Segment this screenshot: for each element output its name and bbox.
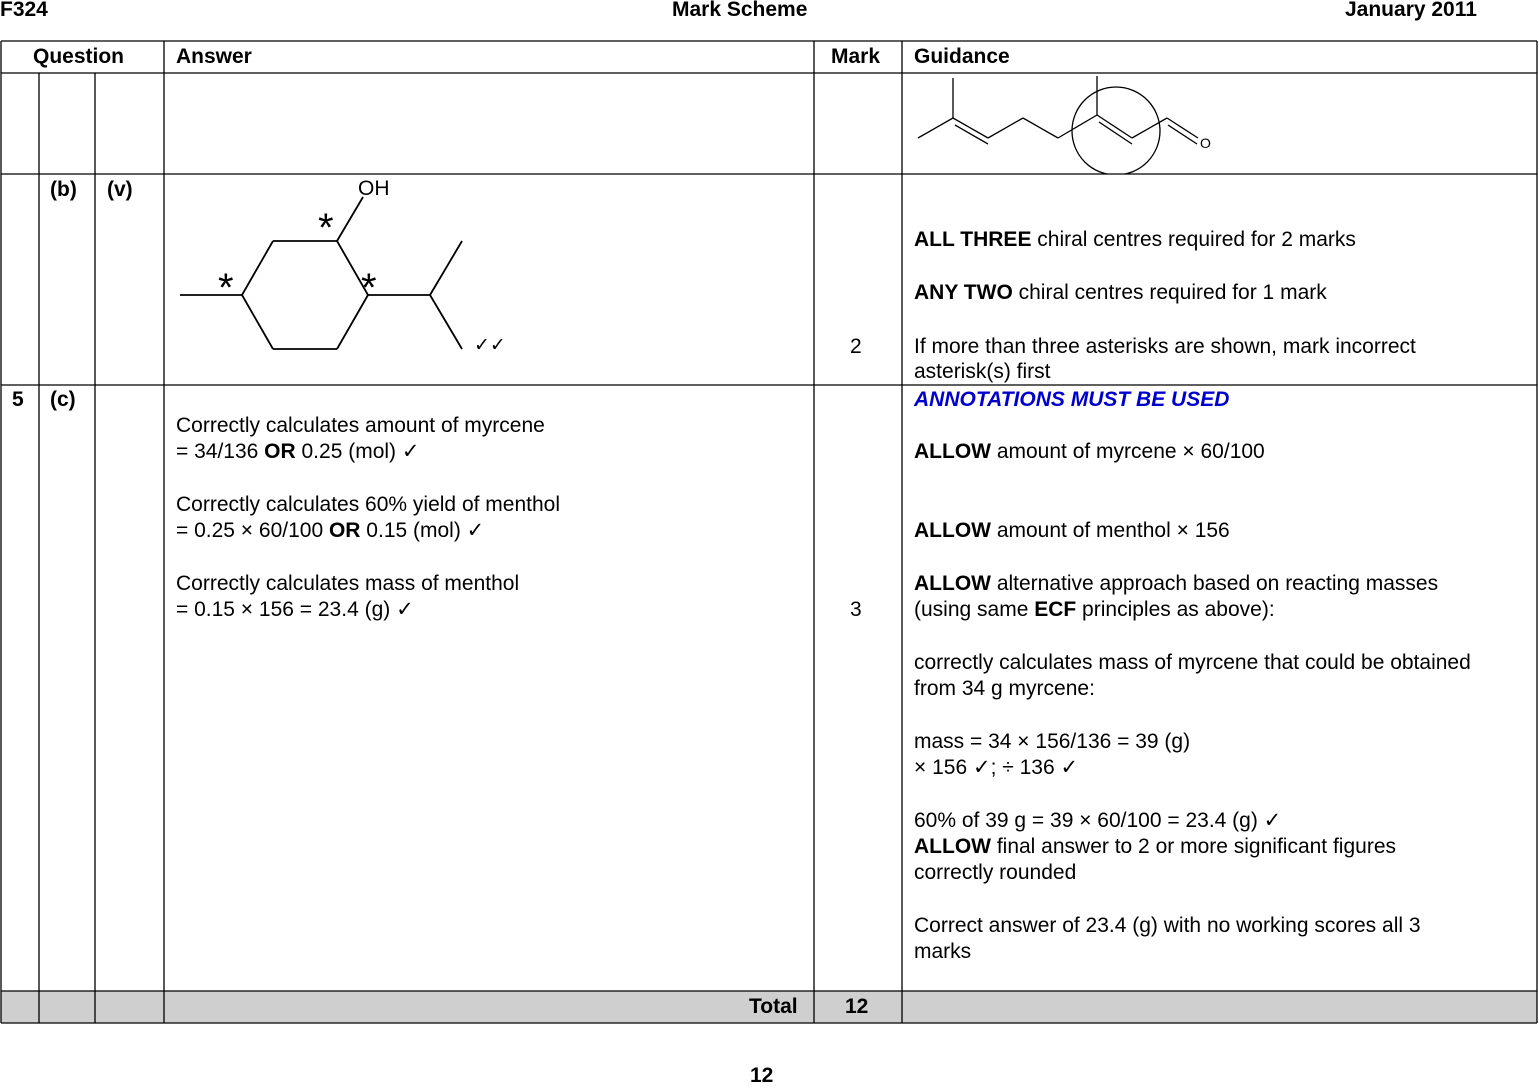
row-c-mark: 3 — [850, 598, 862, 621]
chiral-asterisk-1: * — [318, 206, 334, 250]
guidance-line-12: Correct answer of 23.4 (g) with no working scores all 3 — [914, 914, 1421, 937]
guidance-line-11: correctly rounded — [914, 861, 1077, 884]
row-b-part: (b) — [50, 178, 77, 201]
guidance-line-13: marks — [914, 940, 972, 963]
row-b-mark: 2 — [850, 335, 862, 358]
row-b-subpart: (v) — [107, 178, 133, 201]
guidance-line-8: × 156 ✓; ÷ 136 ✓ — [914, 756, 1079, 779]
guidance-line-9: 60% of 39 g = 39 × 60/100 = 23.4 (g) ✓ — [914, 809, 1282, 832]
doc-code: F324 — [0, 0, 48, 21]
answer-line-4: = 0.25 × 60/100 OR 0.15 (mol) ✓ — [176, 519, 485, 542]
answer-line-5: Correctly calculates mass of menthol — [176, 572, 520, 595]
guidance-line-7: mass = 34 × 156/136 = 39 (g) — [914, 730, 1191, 753]
total-value: 12 — [845, 995, 869, 1018]
guidance-line-10: ALLOW final answer to 2 or more significant figures — [914, 835, 1397, 858]
guidance-line-6: from 34 g myrcene: — [914, 677, 1095, 700]
col-header-answer: Answer — [176, 45, 252, 68]
col-header-question: Question — [33, 45, 125, 68]
guidance-line-4: (using same ECF principles as above): — [914, 598, 1275, 621]
answer-line-2: = 34/136 OR 0.25 (mol) ✓ — [176, 440, 420, 463]
guidance-line-2: ALLOW amount of menthol × 156 — [914, 519, 1230, 542]
answer-line-1: Correctly calculates amount of myrcene — [176, 414, 545, 437]
doc-date: January 2011 — [1345, 0, 1477, 21]
oxygen-label: O — [1200, 135, 1211, 151]
col-header-mark: Mark — [831, 45, 881, 68]
col-header-guidance: Guidance — [914, 45, 1010, 68]
row-b-guidance-line3: If more than three asterisks are shown, mark incorrect — [914, 335, 1416, 358]
doc-title: Mark Scheme — [672, 0, 808, 21]
answer-ticks: ✓✓ — [474, 334, 506, 356]
row-b-guidance-line2: ANY TWO chiral centres required for 1 mark — [914, 281, 1327, 304]
row-b-guidance-line1: ALL THREE chiral centres required for 2 marks — [914, 228, 1356, 251]
answer-line-6: = 0.15 × 156 = 23.4 (g) ✓ — [176, 598, 414, 621]
guidance-line-3: ALLOW alternative approach based on reacting masses — [914, 572, 1439, 595]
annotations-note: ANNOTATIONS MUST BE USED — [914, 388, 1230, 411]
row-c-part: (c) — [50, 388, 76, 411]
chiral-asterisk-2: * — [218, 266, 234, 310]
aldehyde-structure-diagram — [910, 74, 1230, 174]
row-c-question-number: 5 — [12, 388, 24, 411]
guidance-line-1: ALLOW amount of myrcene × 60/100 — [914, 440, 1265, 463]
menthol-structure-diagram — [170, 175, 530, 360]
guidance-line-5: correctly calculates mass of myrcene that could be obtained — [914, 651, 1471, 674]
total-label: Total — [749, 995, 798, 1018]
page-number: 12 — [750, 1064, 774, 1087]
answer-line-3: Correctly calculates 60% yield of menthol — [176, 493, 561, 516]
hydroxyl-label: OH — [358, 177, 390, 200]
row-b-guidance-line4: asterisk(s) first — [914, 360, 1051, 383]
chiral-asterisk-3: * — [361, 266, 377, 310]
